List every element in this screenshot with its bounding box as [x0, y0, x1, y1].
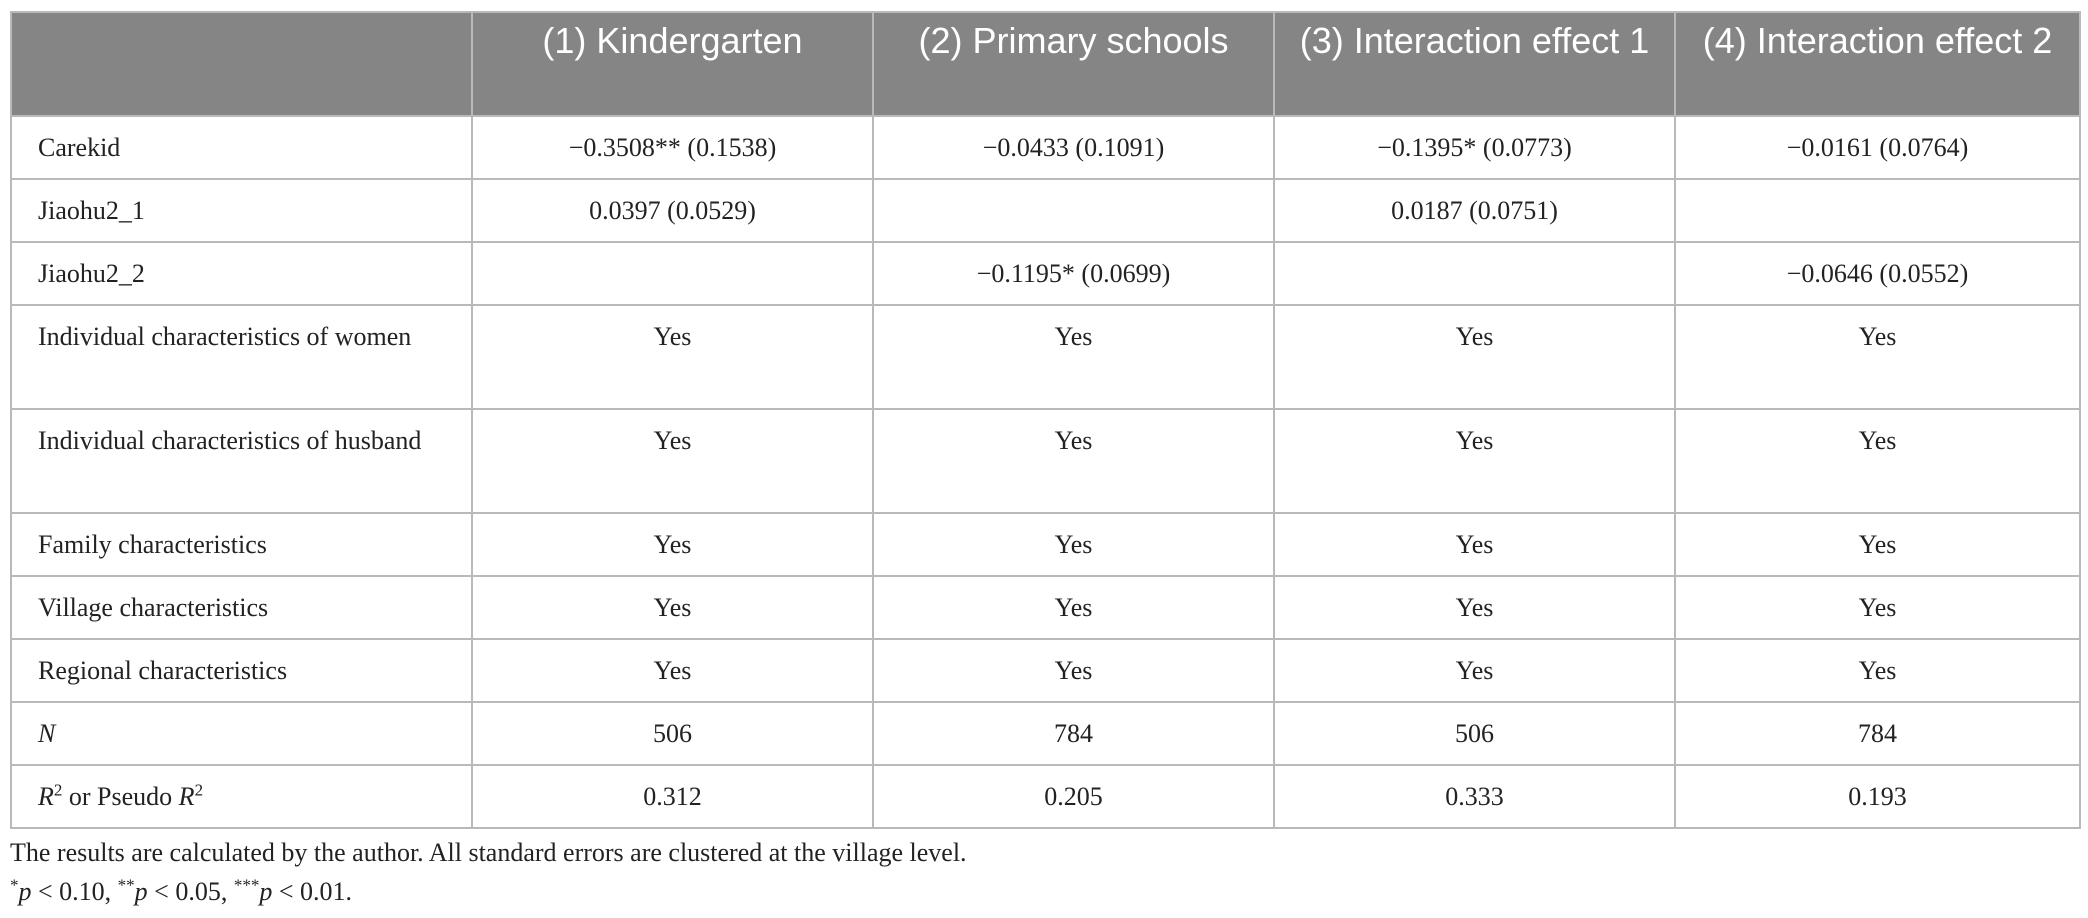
table-header-row	[11, 12, 2080, 116]
header-cell-blank	[11, 12, 472, 116]
p-symbol: p	[18, 877, 32, 906]
table-cell: Yes	[1274, 576, 1675, 639]
row-label: Village characteristics	[11, 576, 472, 639]
row-label: Carekid	[11, 116, 472, 179]
row-label: Regional characteristics	[11, 639, 472, 702]
row-label: Family characteristics	[11, 513, 472, 576]
threshold-text: < 0.10,	[31, 877, 118, 906]
table-cell	[873, 179, 1274, 242]
table-cell: Yes	[873, 639, 1274, 702]
table-cell: Yes	[1274, 513, 1675, 576]
row-label-n: N	[11, 702, 472, 765]
table-cell: 506	[1274, 702, 1675, 765]
table-row	[11, 242, 2080, 305]
table-row	[11, 702, 2080, 765]
table-cell: Yes	[1274, 639, 1675, 702]
table-cell: 0.205	[873, 765, 1274, 828]
table-cell: Yes	[873, 409, 1274, 513]
table-cell	[1274, 242, 1675, 305]
r-symbol: R	[38, 782, 54, 811]
table-cell: −0.1195* (0.0699)	[873, 242, 1274, 305]
table-cell: −0.0433 (0.1091)	[873, 116, 1274, 179]
table-row	[11, 576, 2080, 639]
table-cell: Yes	[472, 305, 873, 409]
header-cell-interaction-effect-1: (3) Interaction effect 1	[1274, 12, 1675, 116]
table-cell: 784	[1675, 702, 2080, 765]
table-cell: Yes	[1675, 639, 2080, 702]
table-cell: −0.1395* (0.0773)	[1274, 116, 1675, 179]
significance-star: *	[10, 875, 19, 895]
table-cell: 0.193	[1675, 765, 2080, 828]
table-cell: −0.3508** (0.1538)	[472, 116, 873, 179]
p-symbol: p	[134, 877, 148, 906]
table-cell: Yes	[1675, 513, 2080, 576]
threshold-text: < 0.01.	[272, 877, 353, 906]
table-row	[11, 305, 2080, 409]
r-symbol: R	[178, 782, 195, 811]
threshold-text: < 0.05,	[147, 877, 234, 906]
table-cell: 0.0187 (0.0751)	[1274, 179, 1675, 242]
table-cell: 0.312	[472, 765, 873, 828]
row-label: Individual characteristics of women	[11, 305, 472, 409]
table-cell: Yes	[873, 513, 1274, 576]
row-label: Jiaohu2_2	[11, 242, 472, 305]
table-cell: −0.0646 (0.0552)	[1675, 242, 2080, 305]
table-row	[11, 409, 2080, 513]
significance-star: **	[117, 875, 135, 895]
table-cell	[1675, 179, 2080, 242]
row-label-r-squared	[11, 765, 472, 828]
table-cell: −0.0161 (0.0764)	[1675, 116, 2080, 179]
table-footnote-source: The results are calculated by the author. All standard errors are clustered at the village level.	[10, 838, 967, 867]
table-cell: Yes	[873, 576, 1274, 639]
significance-star: ***	[233, 875, 260, 895]
header-cell-primary-schools: (2) Primary schools	[873, 12, 1274, 116]
row-label: Individual characteristics of husband	[11, 409, 472, 513]
table-row	[11, 513, 2080, 576]
table-cell: Yes	[873, 305, 1274, 409]
table-row	[11, 179, 2080, 242]
table-cell: 506	[472, 702, 873, 765]
table-cell: Yes	[1675, 409, 2080, 513]
table-cell: 784	[873, 702, 1274, 765]
regression-table-container	[10, 11, 2079, 829]
table-cell: Yes	[1675, 576, 2080, 639]
superscript-2: 2	[53, 780, 63, 800]
table-cell: 0.333	[1274, 765, 1675, 828]
row-label: Jiaohu2_1	[11, 179, 472, 242]
table-cell	[472, 242, 873, 305]
table-row	[11, 765, 2080, 828]
r2-or-pseudo-text: or Pseudo	[62, 782, 179, 811]
table-cell: 0.0397 (0.0529)	[472, 179, 873, 242]
table-row	[11, 639, 2080, 702]
p-symbol: p	[259, 877, 273, 906]
table-cell: Yes	[472, 409, 873, 513]
table-cell: Yes	[472, 576, 873, 639]
header-cell-interaction-effect-2: (4) Interaction effect 2	[1675, 12, 2080, 116]
table-footnote-significance	[10, 877, 352, 907]
table-cell: Yes	[1274, 305, 1675, 409]
table-row	[11, 116, 2080, 179]
table-cell: Yes	[472, 639, 873, 702]
header-cell-kindergarten: (1) Kindergarten	[472, 12, 873, 116]
table-cell: Yes	[472, 513, 873, 576]
superscript-2: 2	[194, 780, 204, 800]
table-cell: Yes	[1675, 305, 2080, 409]
table-cell: Yes	[1274, 409, 1675, 513]
regression-table	[10, 11, 2081, 829]
